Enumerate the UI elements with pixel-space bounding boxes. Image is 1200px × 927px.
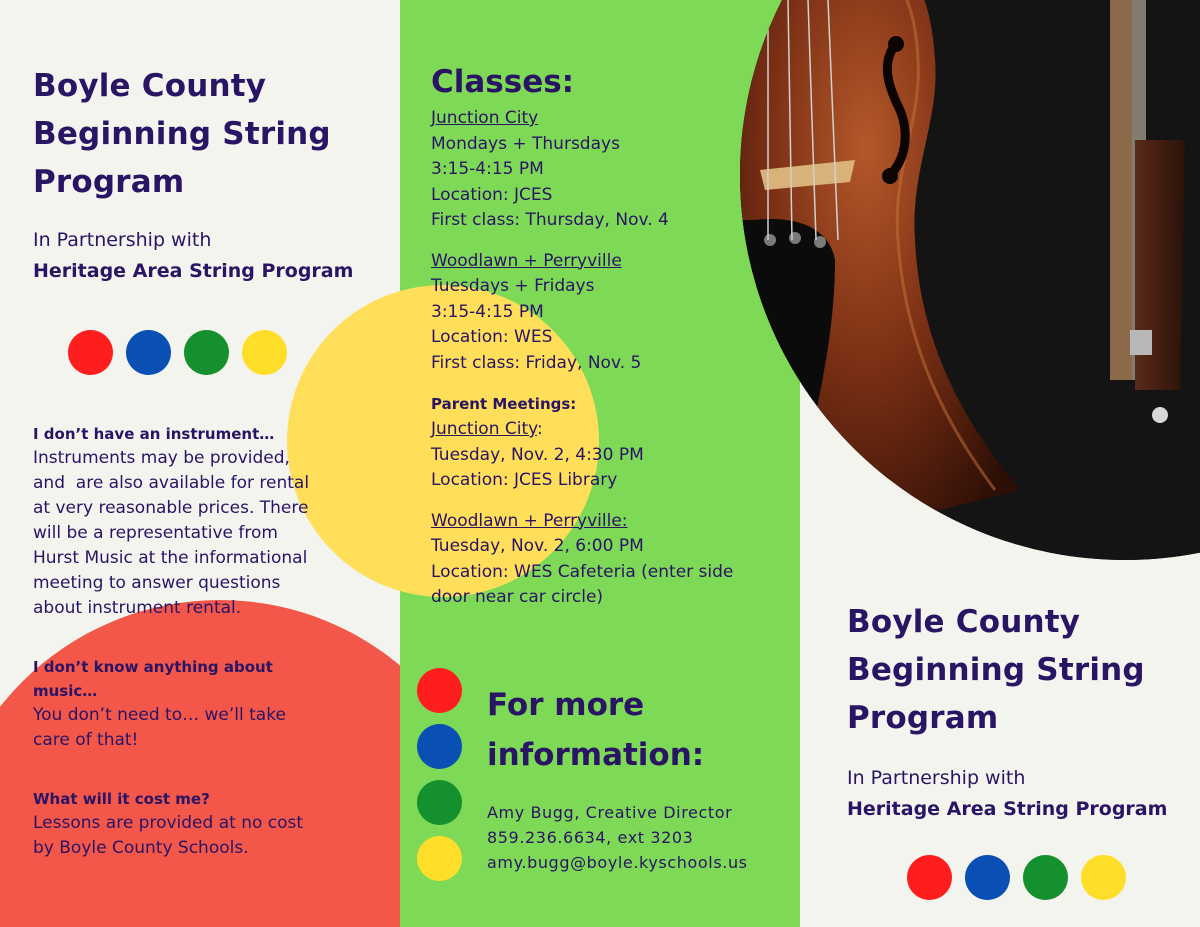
meeting-name [431, 509, 791, 535]
faq-answer-line: about instrument rental. [33, 598, 242, 618]
class-first-date: First class: Thursday, Nov. 4 [431, 210, 669, 230]
yellow-dot [1081, 855, 1126, 900]
right-title [847, 598, 1145, 742]
faq-answer-line: Lessons are provided at no cost [33, 813, 304, 833]
left-title-line: Program [33, 164, 185, 200]
more-info-heading-line: information: [487, 737, 705, 773]
class-days: Tuesdays + Fridays [431, 276, 595, 296]
faq-question-line: I don’t know anything about [33, 658, 273, 676]
contact-phone: 859.236.6634, ext 3203 [487, 828, 694, 847]
class-time: 3:15-4:15 PM [431, 159, 544, 179]
left-title-line: Boyle County [33, 68, 267, 104]
blue-dot [417, 724, 462, 769]
green-dot [1023, 855, 1068, 900]
faq-cost [33, 787, 353, 861]
parent-meetings-heading: Parent Meetings: [431, 395, 577, 413]
contact-name: Amy Bugg, Creative Director [487, 803, 733, 822]
class-location-name: Junction City [431, 108, 539, 128]
meeting-date: Tuesday, Nov. 2, 4:30 PM [431, 444, 644, 465]
faq-answer-line: will be a representative from [33, 523, 278, 543]
right-title-line: Beginning String [847, 652, 1145, 688]
meeting-name-text: Woodlawn + Perryville: [431, 510, 628, 531]
meeting-name-suffix: : [536, 419, 543, 439]
faq-music [33, 655, 353, 753]
faq-instrument [33, 422, 353, 621]
faq-answer-line: Instruments may be provided, [33, 448, 290, 468]
faq-question: I don’t have an instrument… [33, 425, 275, 443]
more-info-heading-line: For more [487, 687, 645, 723]
left-title [33, 62, 331, 206]
class-time: 3:15-4:15 PM [431, 301, 544, 322]
red-dot [417, 668, 462, 713]
faq-answer-line: meeting to answer questions [33, 573, 281, 593]
faq-answer-line: at very reasonable prices. There [33, 498, 309, 518]
meeting-location-line: door near car circle) [431, 587, 604, 607]
faq-answer-line: and are also available for rental [33, 473, 310, 493]
right-partnership-name: Heritage Area String Program [847, 798, 1168, 820]
meeting-name-text: Junction City [431, 419, 537, 439]
contact-email: amy.bugg@boyle.kyschools.us [487, 853, 748, 872]
yellow-dot [242, 330, 287, 375]
class-days: Mondays + Thursdays [431, 133, 620, 154]
green-dot [417, 780, 462, 825]
class-first-date: First class: Friday, Nov. 5 [431, 352, 642, 373]
green-dot [184, 330, 229, 375]
right-partnership-prefix: In Partnership with [847, 767, 1026, 789]
right-partnership [847, 763, 1167, 825]
class-location: Location: WES [431, 327, 553, 347]
right-color-dots [907, 855, 1126, 900]
faq-question: What will it cost me? [33, 790, 210, 808]
faq-answer-line: Hurst Music at the informational [33, 548, 308, 568]
blue-dot [126, 330, 171, 375]
meeting-name [431, 417, 791, 443]
yellow-dot [417, 836, 462, 881]
right-title-line: Boyle County [847, 604, 1081, 640]
left-partnership-name: Heritage Area String Program [33, 260, 354, 282]
coral-circle-decoration [0, 600, 400, 927]
left-color-dots [68, 330, 287, 375]
left-title-line: Beginning String [33, 116, 331, 152]
left-partnership-prefix: In Partnership with [33, 229, 212, 251]
contact-info [487, 800, 748, 875]
meeting-location: Location: JCES Library [431, 470, 618, 490]
class-location-name: Woodlawn + Perryville [431, 250, 622, 271]
left-partnership [33, 225, 353, 287]
red-dot [907, 855, 952, 900]
meeting-date: Tuesday, Nov. 2, 6:00 PM [431, 536, 644, 556]
faq-answer-line: by Boyle County Schools. [33, 838, 249, 858]
faq-question-line: music… [33, 682, 98, 700]
faq-answer-line: You don’t need to… we’ll take [33, 705, 286, 725]
info-color-dots [417, 668, 462, 881]
classes-heading: Classes: [431, 64, 575, 100]
more-info-heading [487, 680, 704, 780]
faq-answer-line: care of that! [33, 730, 139, 750]
right-title-line: Program [847, 700, 999, 736]
classes-section [431, 60, 791, 611]
red-dot [68, 330, 113, 375]
blue-dot [965, 855, 1010, 900]
meeting-location-line: Location: WES Cafeteria (enter side [431, 561, 734, 582]
class-location: Location: JCES [431, 184, 553, 205]
